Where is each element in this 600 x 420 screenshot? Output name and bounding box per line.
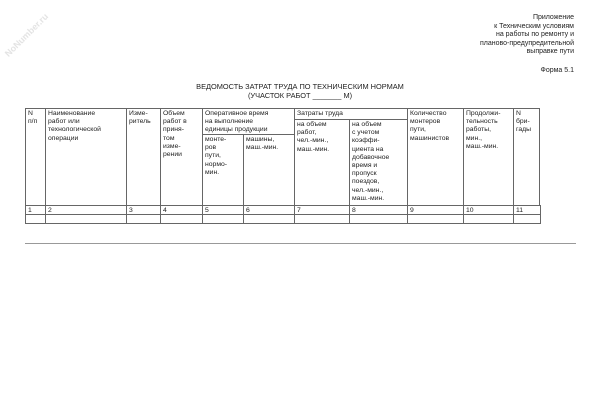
empty-cell[interactable] xyxy=(160,214,203,224)
document-title xyxy=(0,83,600,100)
column-number-cell: 4 xyxy=(160,205,203,215)
header-workers-count: Количество монтеров пути, машинистов xyxy=(407,108,464,206)
appendix-line: выправке пути xyxy=(526,48,574,55)
column-number-cell: 6 xyxy=(243,205,295,215)
subtitle-line: (УЧАСТОК РАБОТ _______ М) xyxy=(247,90,353,100)
header-name: Наименование работ или технологической операции xyxy=(45,108,127,206)
empty-cell[interactable] xyxy=(202,214,244,224)
empty-cell[interactable] xyxy=(407,214,464,224)
appendix-line: планово-предупредительной xyxy=(479,39,574,47)
header-labor-costs: Затраты труда xyxy=(294,108,408,120)
column-number-cell: 11 xyxy=(513,205,541,215)
form-number: Форма 5.1 xyxy=(540,67,574,74)
header-duration: Продолжи- тельность работы, мин., маш.-мин. xyxy=(463,108,514,206)
header-num: N п/п xyxy=(25,108,46,206)
empty-cell[interactable] xyxy=(513,214,541,224)
appendix-note xyxy=(480,14,574,57)
empty-cell[interactable] xyxy=(126,214,161,224)
header-machine-time: машины, маш.-мин. xyxy=(243,134,295,206)
empty-cell[interactable] xyxy=(25,214,46,224)
empty-cell[interactable] xyxy=(243,214,295,224)
appendix-line: к Техническим условиям xyxy=(494,22,574,30)
column-number-cell: 2 xyxy=(45,205,127,215)
watermark: NoNumber.ru xyxy=(2,11,51,59)
header-volume: Объем работ в приня- том изме- рении xyxy=(160,108,203,206)
divider xyxy=(25,243,576,244)
header-brigade: N бри- гады xyxy=(513,108,540,206)
header-workers-time: монте- ров пути, нормо- мин. xyxy=(202,134,244,206)
header-labor-volume: на объем работ, чел.-мин., маш.-мин. xyxy=(294,119,350,206)
column-number-cell: 10 xyxy=(463,205,514,215)
header-operative-time: Оперативное время на выполнение единицы продукции xyxy=(202,108,295,135)
column-number-cell: 7 xyxy=(294,205,350,215)
appendix-line: на работы по ремонту и xyxy=(495,31,574,38)
title-line: ВЕДОМОСТЬ ЗАТРАТ ТРУДА ПО ТЕХНИЧЕСКИМ НОРМАМ xyxy=(196,82,404,91)
column-number-cell: 3 xyxy=(126,205,161,215)
empty-cell[interactable] xyxy=(294,214,350,224)
empty-cell[interactable] xyxy=(349,214,408,224)
column-number-cell: 5 xyxy=(202,205,244,215)
column-number-cell: 1 xyxy=(25,205,46,215)
header-labor-coef: на объем с учетом коэффи- циента на добавочное время и пропуск поездов, чел.-мин., маш.-мин. xyxy=(349,119,408,206)
empty-cell[interactable] xyxy=(45,214,127,224)
column-number-cell: 8 xyxy=(349,205,408,215)
empty-cell[interactable] xyxy=(463,214,514,224)
column-number-cell: 9 xyxy=(407,205,464,215)
header-unit: Изме- ритель xyxy=(126,108,161,206)
appendix-line: Приложение xyxy=(532,14,574,21)
